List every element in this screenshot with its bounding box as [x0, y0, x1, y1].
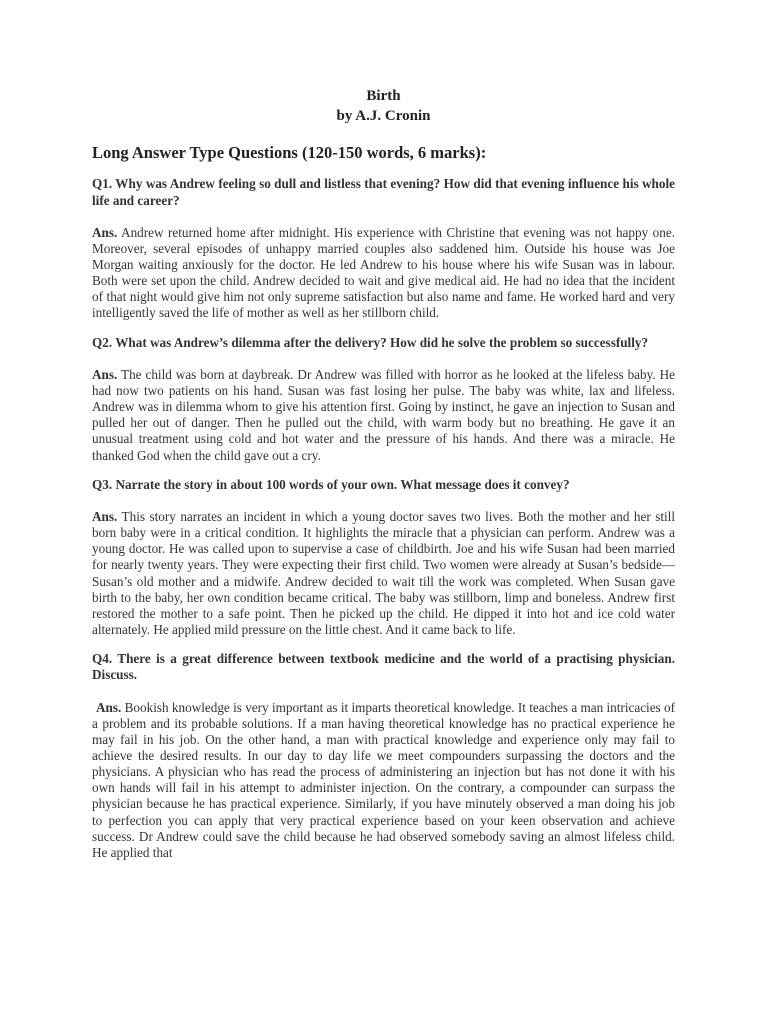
answer-label: Ans. [92, 367, 118, 383]
question-3: Q3. Narrate the story in about 100 words of your own. What message does it convey? [92, 476, 570, 492]
answer-label: Ans. [92, 509, 118, 525]
document-page [92, 86, 675, 874]
question-4: Q4. There is a great difference between textbook medicine and the world of a practising physician. Discuss. [92, 650, 675, 683]
answer-label: Ans. [96, 699, 122, 715]
question-1: Q1. Why was Andrew feeling so dull and listless that evening? How did that evening influence his whole life and career? [92, 176, 675, 208]
answer-4-text: Bookish knowledge is very important as it imparts theoretical knowledge. It teaches a man intricacies of a problem and its probable solutions. If a man having theoretical knowledge has no practical experience he may fail in his job. On the other hand, a man with practical knowledge and experience only may fail to achieve the desired results. In our day to day life we meet compounders surpassing the doctors and the physicians. A physician who has read the process of administering an injection but has not done it with his own hands will fail in his attempt to administer injection. On the contrary, a compounder can surpass the physician because he has practical experience. Similarly, if you have minutely observed a man doing his job to perfection you can apply that very practical experience based on your keen observation and achieve success. Dr Andrew could save the child because he had observed somebody saving an almost lifeless child. He applied that [92, 699, 675, 860]
answer-3-text: This story narrates an incident in which a young doctor saves two lives. Both the mother and her still born baby were in a critical condition. It highlights the miracle that a physician can perform. Andrew was a young doctor. He was called upon to supervise a case of childbirth. Joe and his wife Susan had been married for nearly twenty years. They were expecting their first child. Two women were already at Susan’s bedside—Susan’s old mother and a midwife. Andrew decided to wait till the work was completed. When Susan gave birth to the baby, her own condition became critical. The baby was stillborn, limp and boneless. Andrew first restored the mother to a safe point. Then he picked up the child. He dipped it into hot and ice cold water alternately. He applied mild pressure on the little chest. And it came back to life. [92, 509, 675, 637]
section-heading: Long Answer Type Questions (120-150 words, 6 marks): [92, 143, 487, 162]
answer-1-text: Andrew returned home after midnight. His experience with Christine that evening was not happy one. Moreover, several episodes of unhappy married couples also saddened him. Outside his house was Joe Morgan waiting anxiously for the doctor. He led Andrew to his house where his wife Susan was in labour. Both were set upon the child. Andrew decided to wait and give medical aid. He had no idea that the incident of that night would give him not only supreme satisfaction but also name and fame. He worked hard and very intelligently saved the life of mother as well as her stillborn child. [92, 225, 675, 321]
answer-2 [92, 367, 675, 464]
answer-1 [92, 225, 675, 322]
document-author: by A.J. Cronin [336, 108, 431, 124]
answer-3 [92, 509, 675, 638]
answer-2-text: The child was born at daybreak. Dr Andrew was filled with horror as he looked at the lifeless baby. He had now two patients on his hand. Susan was fast losing her pulse. The baby was white, lax and lifeless. Andrew was in dilemma whom to give his attention first. Going by instinct, he gave an injection to Susan and pulled her out of danger. Then he pulled out the child, with warm body but no breathing. He gave it an unusual treatment using cold and hot water and the pressure of his hands. And there was a miracle. He thanked God when the child gave out a cry. [92, 367, 675, 463]
question-2: Q2. What was Andrew’s dilemma after the delivery? How did he solve the problem so successfully? [92, 334, 649, 350]
answer-label: Ans. [92, 225, 118, 240]
answer-4 [92, 700, 675, 861]
document-title: Birth [366, 88, 401, 104]
